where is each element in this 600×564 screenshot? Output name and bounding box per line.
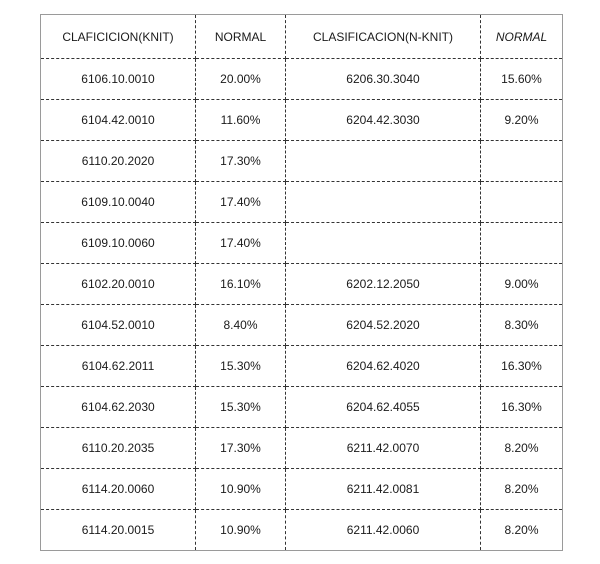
knit-code-cell: 6104.62.2011 (41, 346, 196, 387)
knit-code-cell: 6114.20.0015 (41, 510, 196, 551)
table-row (41, 182, 563, 223)
knit-rate-cell: 10.90% (196, 469, 286, 510)
knit-rate-cell: 17.40% (196, 182, 286, 223)
knit-rate-cell: 10.90% (196, 510, 286, 551)
table-row (41, 223, 563, 264)
nonknit-rate-cell (481, 141, 563, 182)
knit-rate-cell: 17.30% (196, 428, 286, 469)
knit-rate-cell: 15.30% (196, 346, 286, 387)
knit-code-cell: 6104.62.2030 (41, 387, 196, 428)
knit-code-cell: 6104.52.0010 (41, 305, 196, 346)
table-row (41, 469, 563, 510)
nonknit-code-cell: 6211.42.0081 (286, 469, 481, 510)
nonknit-rate-cell: 16.30% (481, 387, 563, 428)
knit-code-cell: 6109.10.0060 (41, 223, 196, 264)
nonknit-code-cell: 6202.12.2050 (286, 264, 481, 305)
nonknit-rate-cell (481, 182, 563, 223)
header-nonknit-normal-rate: NORMAL (481, 15, 563, 59)
table-body (41, 15, 563, 551)
knit-code-cell: 6106.10.0010 (41, 59, 196, 100)
nonknit-rate-cell (481, 223, 563, 264)
nonknit-code-cell: 6204.62.4055 (286, 387, 481, 428)
header-nonknit-classification: CLASIFICACION(N-KNIT) (286, 15, 481, 59)
knit-rate-cell: 17.30% (196, 141, 286, 182)
nonknit-rate-cell: 8.20% (504, 523, 539, 537)
header-knit-normal-rate: NORMAL (196, 15, 286, 59)
table-row (41, 346, 563, 387)
knit-rate-cell: 15.30% (196, 387, 286, 428)
nonknit-code-cell (286, 141, 481, 182)
nonknit-rate-cell: 8.20% (481, 428, 563, 469)
knit-rate-cell: 8.40% (196, 305, 286, 346)
tariff-classification-table (40, 14, 563, 551)
knit-code-cell: 6114.20.0060 (41, 469, 196, 510)
table-row (41, 387, 563, 428)
knit-code-cell: 6104.42.0010 (41, 100, 196, 141)
nonknit-code-cell (286, 223, 481, 264)
knit-code-cell: 6110.20.2035 (41, 428, 196, 469)
knit-rate-cell: 17.40% (196, 223, 286, 264)
table-row (41, 141, 563, 182)
nonknit-rate-cell: 15.60% (481, 59, 563, 100)
knit-rate-cell: 20.00% (196, 59, 286, 100)
table-row (41, 100, 563, 141)
knit-rate-cell: 16.10% (196, 264, 286, 305)
table-row (41, 428, 563, 469)
nonknit-rate-cell: 9.00% (481, 264, 563, 305)
knit-rate-cell: 11.60% (196, 100, 286, 141)
nonknit-rate-cell: 9.20% (481, 100, 563, 141)
table-row (41, 264, 563, 305)
nonknit-code-cell: 6204.62.4020 (286, 346, 481, 387)
nonknit-rate-cell: 16.30% (481, 346, 563, 387)
header-row (41, 15, 563, 59)
nonknit-code-cell (286, 182, 481, 223)
knit-code-cell: 6110.20.2020 (41, 141, 196, 182)
header-knit-classification: CLAFICICION(KNIT) (41, 15, 196, 59)
table-row (41, 510, 563, 551)
nonknit-code-cell: 6211.42.0070 (286, 428, 481, 469)
nonknit-code-cell: 6204.52.2020 (286, 305, 481, 346)
knit-code-cell: 6102.20.0010 (41, 264, 196, 305)
nonknit-rate-cell: 8.20% (481, 469, 563, 510)
nonknit-rate-cell: 8.30% (481, 305, 563, 346)
table-row (41, 305, 563, 346)
nonknit-code-cell: 6206.30.3040 (286, 59, 481, 100)
knit-code-cell: 6109.10.0040 (41, 182, 196, 223)
nonknit-code-cell: 6211.42.0060 (286, 510, 481, 551)
nonknit-code-cell: 6204.42.3030 (286, 100, 481, 141)
table-row (41, 59, 563, 100)
